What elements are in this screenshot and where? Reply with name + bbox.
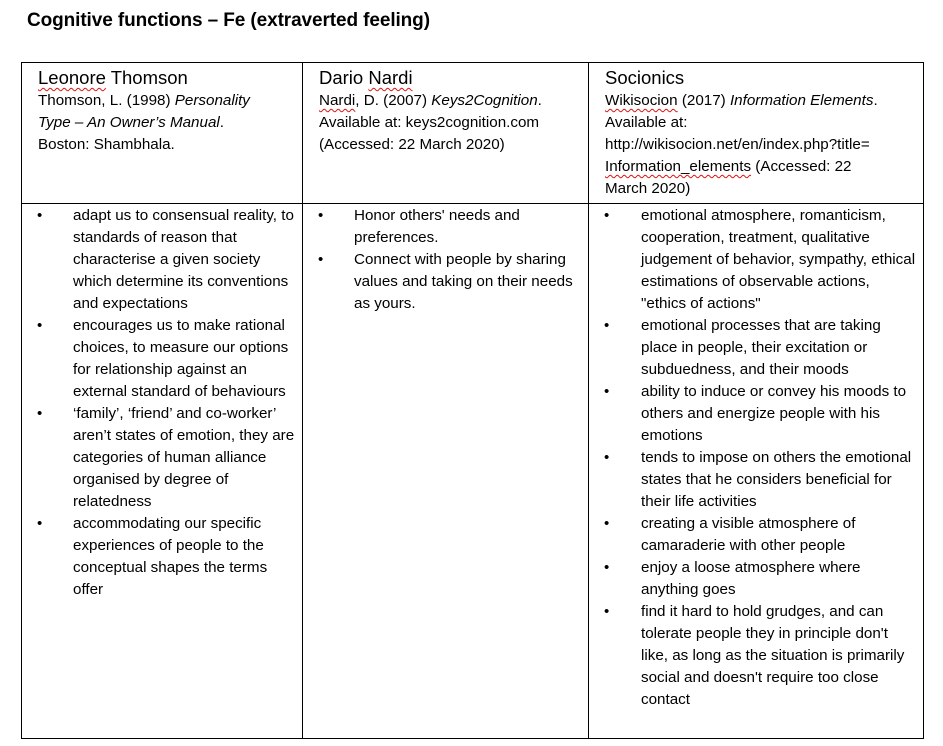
list-item: • ability to induce or convey his moods to others and energize people with his emotions: [589, 381, 923, 447]
reference: Nardi, D. (2007) Keys2Cognition. Available at: keys2cognition.com (Accessed: 22 March 2020): [319, 92, 542, 153]
source-name: Socionics: [605, 67, 685, 88]
reference: Wikisocion (2017) Information Elements. Available at: http://wikisocion.net/en/index.php?title= Information_elements (Accessed: 22 March 2020): [605, 92, 878, 197]
header-row: [22, 63, 924, 204]
list-item: • emotional atmosphere, romanticism, cooperation, treatment, qualitative judgement of behavior, sympathy, ethical estimations of observable actions, "ethics of actions": [589, 205, 923, 315]
source-name: Leonore Thomson: [38, 67, 188, 88]
source-cell-socionics: [589, 63, 924, 204]
bullet-list: [589, 205, 923, 711]
bullets-cell-nardi: [303, 204, 589, 739]
list-item: • Honor others' needs and preferences.: [303, 205, 588, 249]
comparison-table: [21, 62, 924, 739]
content-row: [22, 204, 924, 739]
list-item: • find it hard to hold grudges, and can tolerate people they in principle don't like, as long as the situation is primarily social and doesn't require too close contact: [589, 601, 923, 711]
bullet-list: [22, 205, 302, 601]
source-name: Dario Nardi: [319, 67, 413, 88]
list-item: • creating a visible atmosphere of camaraderie with other people: [589, 513, 923, 557]
document-title: Cognitive functions – Fe (extraverted feeling): [27, 10, 430, 31]
bullets-cell-socionics: [589, 204, 924, 739]
list-item: • adapt us to consensual reality, to standards of reason that characterise a given society which determine its conventions and expectations: [22, 205, 302, 315]
list-item: • accommodating our specific experiences of people to the conceptual shapes the terms offer: [22, 513, 302, 601]
bullets-cell-thomson: [22, 204, 303, 739]
list-item: • Connect with people by sharing values and taking on their needs as yours.: [303, 249, 588, 315]
source-cell-thomson: [22, 63, 303, 204]
list-item: • enjoy a loose atmosphere where anything goes: [589, 557, 923, 601]
list-item: • tends to impose on others the emotional states that he considers beneficial for their life activities: [589, 447, 923, 513]
source-cell-nardi: [303, 63, 589, 204]
list-item: • emotional processes that are taking place in people, their excitation or subduedness, and their moods: [589, 315, 923, 381]
list-item: • ‘family’, ‘friend’ and co-worker’ aren’t states of emotion, they are categories of human alliance organised by degree of relatedness: [22, 403, 302, 513]
bullet-list: [303, 205, 588, 315]
list-item: • encourages us to make rational choices, to measure our options for relationship against an external standard of behaviours: [22, 315, 302, 403]
reference: Thomson, L. (1998) Personality Type – An Owner’s Manual. Boston: Shambhala.: [38, 92, 250, 153]
